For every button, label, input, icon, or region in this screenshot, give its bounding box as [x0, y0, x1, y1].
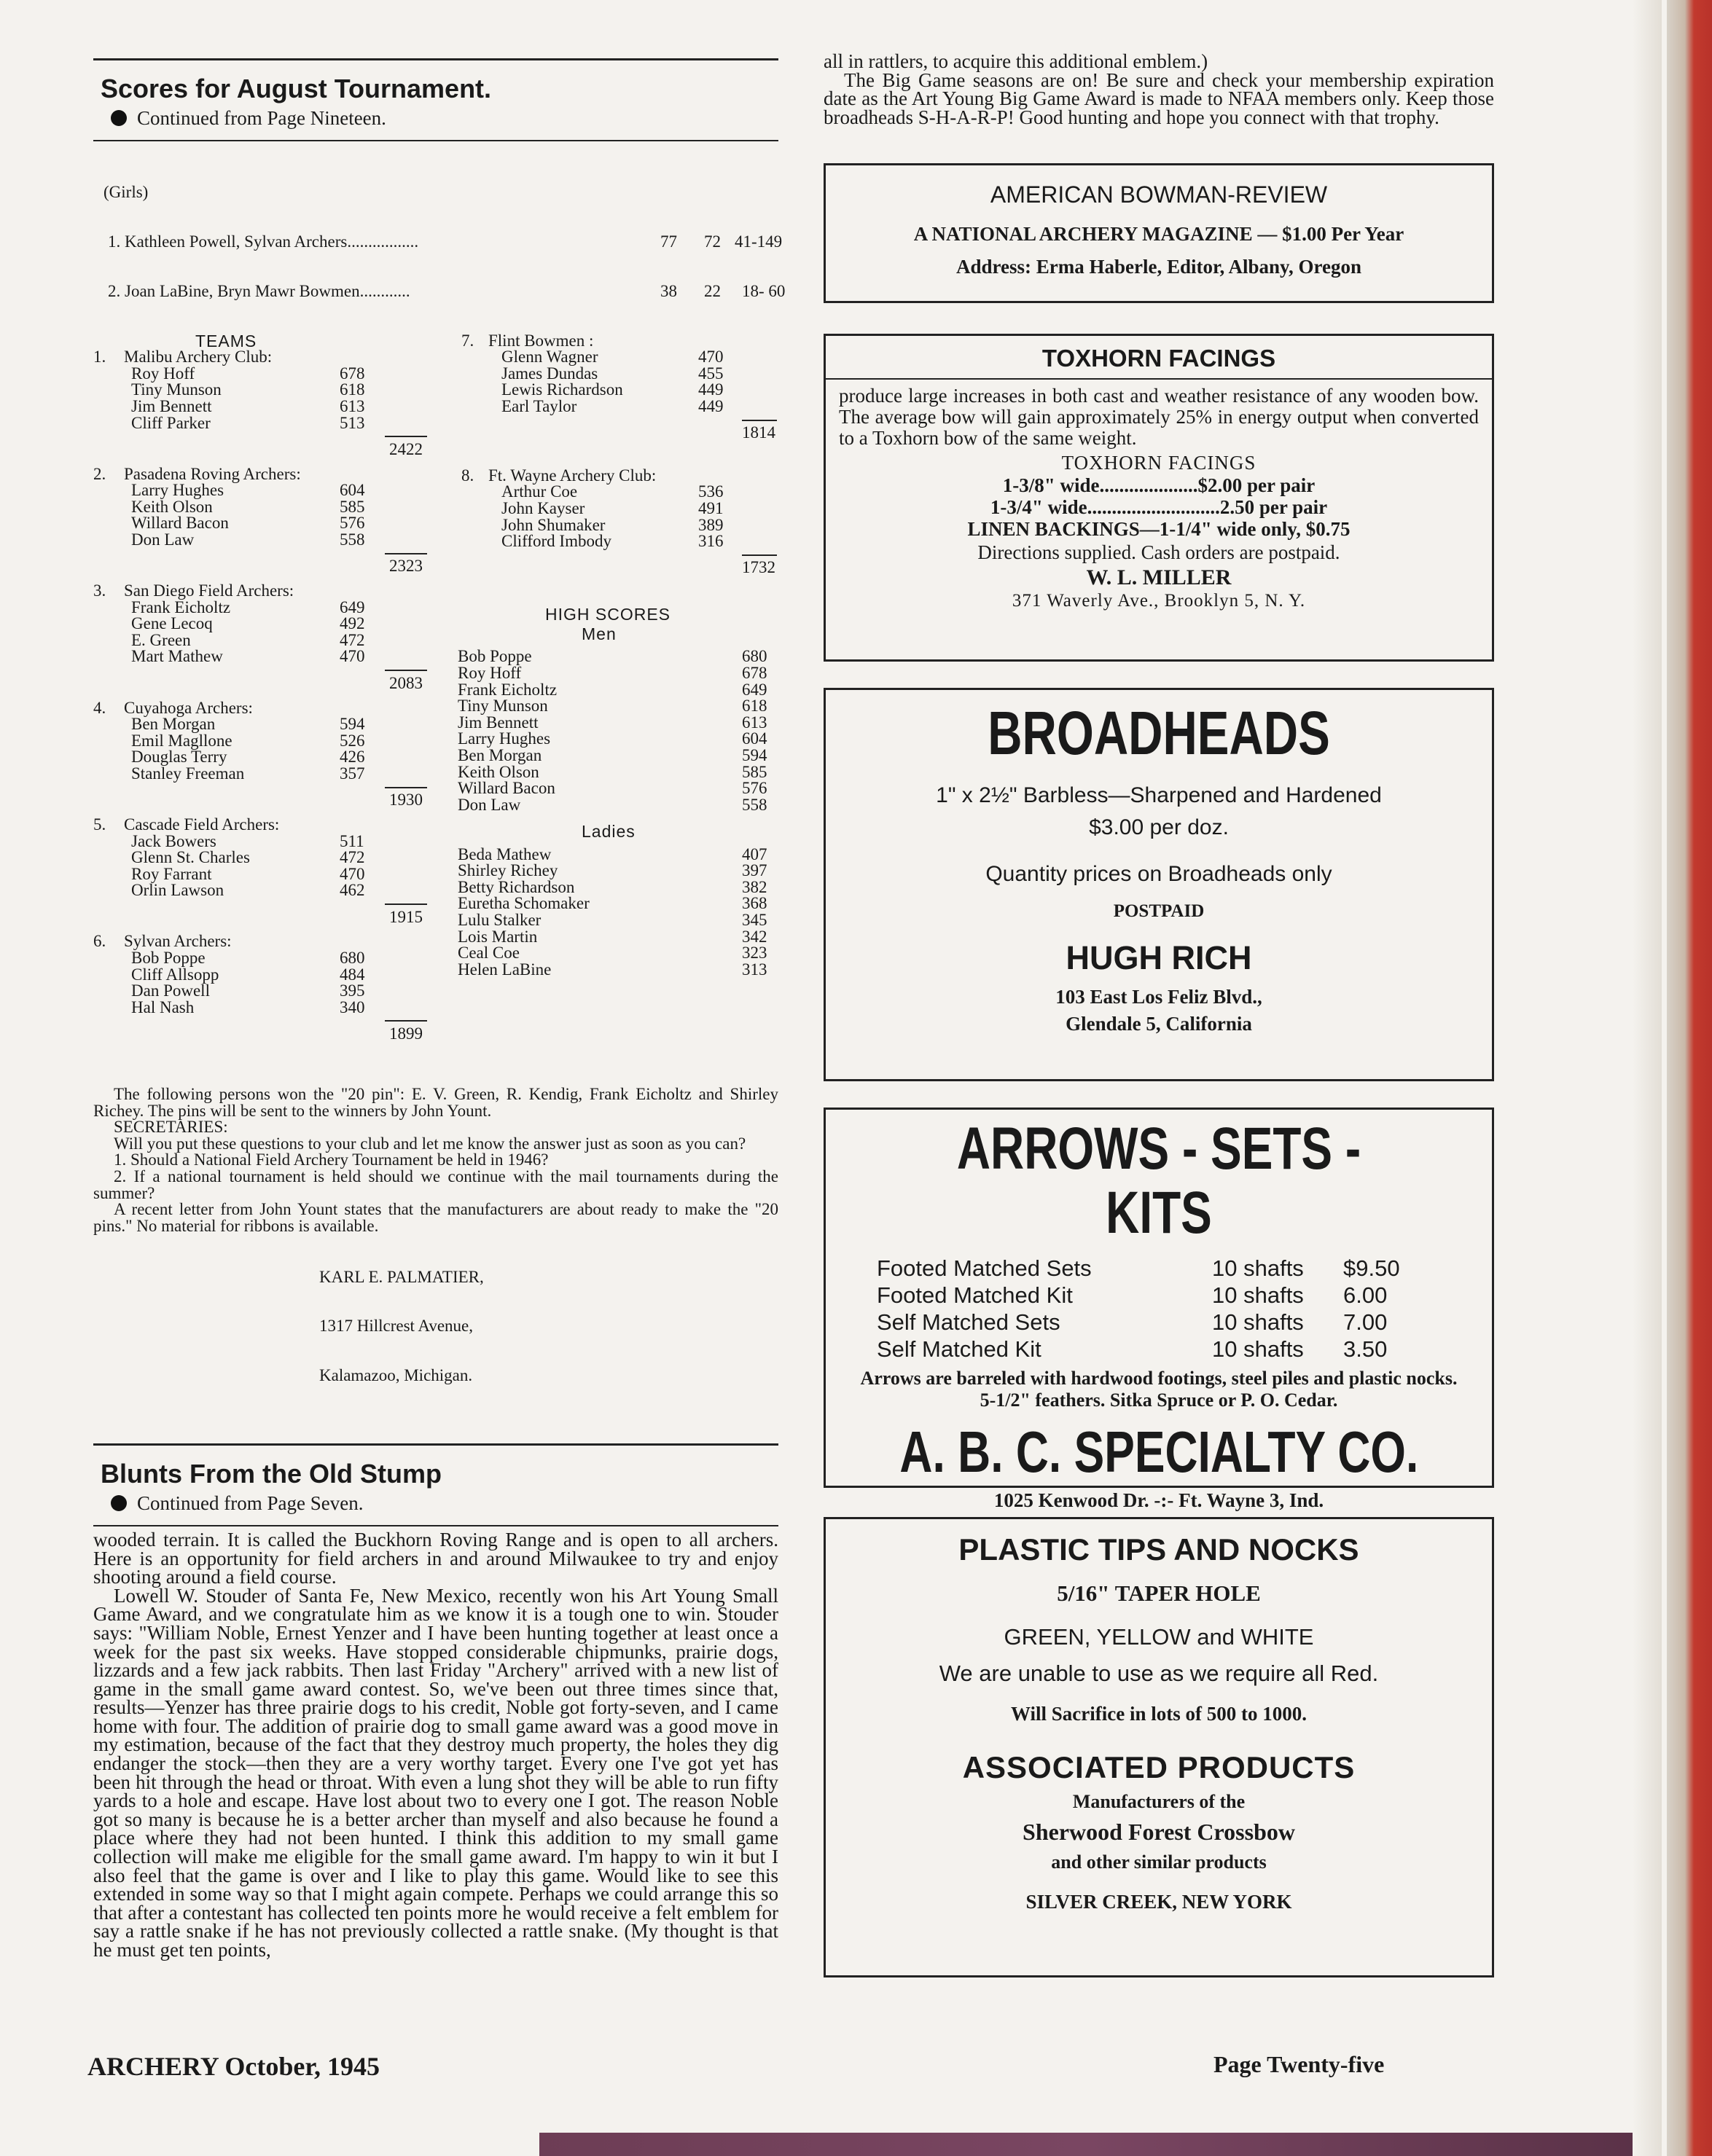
team-member: Orlin Lawson	[131, 881, 224, 900]
ad-name-wrap	[826, 1419, 1492, 1486]
ad-title-wrap	[826, 1117, 1492, 1245]
ad-title: ARROWS - SETS - KITS	[956, 1116, 1361, 1247]
high-score-name: Frank Eicholtz	[458, 680, 558, 699]
note-paragraph: A recent letter from John Yount states that the manufacturers are about ready to make the "20 pins." No material for ribbons is available.	[93, 1200, 778, 1235]
high-score-value: 604	[742, 729, 767, 748]
team-member: James Dundas	[501, 364, 598, 383]
price-line	[839, 496, 1479, 518]
team-club: Flint Bowmen :	[488, 331, 594, 350]
total-rule	[742, 554, 777, 556]
tournament-title: Scores for August Tournament.	[101, 74, 492, 103]
blunts-body	[93, 1528, 778, 1961]
team-member: Cliff Allsopp	[131, 965, 219, 984]
men-label: Men	[582, 624, 617, 643]
team-rank: 8.	[461, 466, 474, 485]
member-score: 576	[340, 514, 365, 533]
ad-line: Address: Erma Haberle, Editor, Albany, Oregon	[955, 256, 1362, 278]
high-score-value: 585	[742, 762, 767, 781]
item-qty: 10 shafts	[1212, 1282, 1304, 1309]
item-name: Footed Matched Kit	[877, 1282, 1073, 1309]
ad-name: A. B. C. SPECIALTY CO.	[899, 1419, 1418, 1485]
right-column	[824, 52, 1494, 1977]
team-rank: 3.	[93, 581, 106, 600]
ad-american-bowman-review	[824, 163, 1494, 303]
high-score-name: Jim Bennett	[458, 713, 539, 732]
bullet-icon	[111, 1495, 127, 1511]
member-score: 449	[698, 396, 724, 415]
divider	[93, 58, 778, 60]
member-score: 340	[340, 997, 365, 1016]
ad-line: GREEN, YELLOW and WHITE	[1004, 1624, 1314, 1650]
item-price: $9.50	[1343, 1255, 1400, 1282]
ad-location: SILVER CREEK, NEW YORK	[1025, 1891, 1292, 1913]
team-member: Bob Poppe	[131, 949, 206, 968]
high-score-name: Larry Hughes	[458, 729, 551, 748]
continued-text: Continued from Page Nineteen.	[137, 107, 386, 129]
high-score-value: 558	[742, 795, 767, 814]
blunts-title: Blunts From the Old Stump	[101, 1458, 442, 1489]
team-member: Ben Morgan	[131, 715, 216, 734]
ad-line: Will Sacrifice in lots of 500 to 1000.	[1011, 1703, 1307, 1725]
ad-line: A NATIONAL ARCHERY MAGAZINE — $1.00 Per Year	[913, 223, 1404, 246]
divider	[93, 1443, 778, 1446]
scores-table	[93, 152, 786, 1083]
girl-total: 41-149	[735, 232, 783, 251]
divider	[93, 1525, 778, 1526]
member-score: 462	[340, 881, 365, 900]
tournament-continued	[111, 107, 778, 130]
team-member: Roy Farrant	[131, 864, 212, 883]
high-score-value: 594	[742, 746, 767, 765]
ad-title-wrap	[826, 700, 1492, 767]
team-member: Earl Taylor	[501, 396, 577, 415]
ad-company: ASSOCIATED PRODUCTS	[962, 1750, 1356, 1785]
ad-product: Sherwood Forest Crossbow	[1023, 1819, 1295, 1846]
high-score-name: Beda Mathew	[458, 844, 552, 863]
member-score: 316	[698, 532, 724, 551]
team-member: Emil Magllone	[131, 731, 232, 750]
total-rule	[385, 553, 427, 554]
team-member: Arthur Coe	[501, 482, 578, 501]
team-member: Cliff Parker	[131, 413, 211, 432]
divider	[826, 378, 1492, 380]
team-club: Cascade Field Archers:	[124, 815, 280, 834]
member-score: 357	[340, 764, 365, 783]
team-total: 1899	[389, 1024, 423, 1043]
member-score: 389	[698, 515, 724, 534]
total-rule	[742, 420, 777, 421]
girl-score: 72	[704, 232, 721, 251]
item-name: Footed Matched Sets	[877, 1255, 1092, 1282]
high-score-name: Keith Olson	[458, 762, 539, 781]
high-score-value: 407	[742, 844, 767, 863]
team-total: 1930	[389, 791, 423, 810]
bullet-icon	[111, 110, 127, 126]
team-member: Keith Olson	[131, 497, 213, 516]
high-score-value: 613	[742, 713, 767, 732]
ad-associated-products	[824, 1517, 1494, 1977]
team-club: Sylvan Archers:	[124, 932, 232, 951]
member-score: 470	[340, 647, 365, 666]
member-score: 613	[340, 396, 365, 415]
high-score-name: Ben Morgan	[458, 746, 542, 765]
paragraph: Lowell W. Stouder of Santa Fe, New Mexico, recently won his Art Young Small Game Award, and we congratulate him as we know it is a tough one to win. Stouder says: "William Noble, Ernest Yenzer and I have been hunting together at least once a week for the past six weeks. Have stopped considerable chipmunks, prairie dogs, lizzards and a few jack rabbits. Then last Friday "Archery" arrived with a new list of game in the small game award contest. So, we've been out three times since that, results—Yenzer has three prairie dogs to his credit, Noble got forty-seven, and I came home with four. The addition of prairie dog to small game award was a good move in my estimation, because of the fact that they destroy much property, the holes they dig endanger the stock—then they are a very worthy target. Every one I've got yet has been hit through the head or throat. With even a lung shot they will be able to run fifty yards to a hole and escape. Have lost about two to every one I got. The reason Noble got so many is because he is a better archer than myself and also because he found a place where they had not been hunted. I think this addition to my small game collection will make me eligible for the small game award. I'm happy to win it but I also feel that the game is over and I like to play this game. Would like to see this extended in some way so that I might again compete. Perhaps we could arrange this so that after a contestant has collected ten points more he would receive a felt emblem for say a rattle snake if he has not previously collected a rattle snake. (My thought is that he must get ten points,	[93, 1584, 778, 1961]
blunts-continuation	[824, 52, 1494, 127]
team-rank: 7.	[461, 331, 474, 350]
member-score: 484	[340, 965, 365, 984]
ad-line: and other similar products	[1051, 1851, 1267, 1873]
divider	[93, 140, 778, 141]
team-total: 1915	[389, 907, 423, 926]
team-member: Douglas Terry	[131, 748, 227, 767]
ad-toxhorn-facings	[824, 334, 1494, 662]
ad-title: PLASTIC TIPS AND NOCKS	[958, 1532, 1359, 1567]
item-name: Self Matched Sets	[877, 1309, 1060, 1336]
signature	[319, 1236, 778, 1417]
girl-entry: 2. Joan LaBine, Bryn Mawr Bowmen............	[108, 281, 410, 300]
high-score-name: Euretha Schomaker	[458, 894, 590, 913]
item-price: 3.50	[1343, 1336, 1388, 1363]
high-score-name: Lulu Stalker	[458, 911, 542, 930]
high-score-name: Roy Hoff	[458, 664, 522, 683]
ad-line: $3.00 per doz.	[1089, 815, 1229, 840]
price-label: 1-3/8" wide....................	[1002, 474, 1198, 497]
tournament-notes	[93, 1086, 778, 1234]
team-club: Ft. Wayne Archery Club:	[488, 466, 657, 485]
high-score-value: 382	[742, 877, 767, 896]
team-member: Roy Hoff	[131, 364, 195, 383]
total-rule	[385, 903, 427, 905]
arrow-price-list	[877, 1255, 1492, 1363]
member-score: 513	[340, 413, 365, 432]
price-value: $2.00 per pair	[1197, 474, 1316, 497]
high-score-name: Willard Bacon	[458, 779, 555, 798]
team-member: Tiny Munson	[131, 380, 222, 399]
high-score-value: 678	[742, 664, 767, 683]
ad-name: W. L. MILLER	[1086, 565, 1232, 590]
page-fold-shadow	[1633, 0, 1662, 2156]
signature-street: 1317 Hillcrest Avenue,	[319, 1317, 473, 1336]
ad-line: POSTPAID	[1113, 901, 1205, 922]
price-line	[839, 474, 1479, 496]
team-member: Mart Mathew	[131, 647, 223, 666]
signature-city: Kalamazoo, Michigan.	[319, 1366, 473, 1385]
member-score: 470	[698, 348, 724, 366]
team-rank: 6.	[93, 932, 106, 951]
team-member: Willard Bacon	[131, 514, 229, 533]
high-score-name: Shirley Richey	[458, 861, 558, 880]
ad-broadheads	[824, 688, 1494, 1081]
team-member: Dan Powell	[131, 981, 210, 1000]
member-score: 585	[340, 497, 365, 516]
teams-label: TEAMS	[195, 331, 257, 350]
total-rule	[385, 436, 427, 437]
total-rule	[385, 670, 427, 671]
ad-body: produce large increases in both cast and weather resistance of any wooden bow. The average bow will gain approximately 25% in energy output when converted to a Toxhorn bow of the same weight.	[839, 385, 1479, 450]
member-score: 649	[340, 597, 365, 616]
ad-address: 371 Waverly Ave., Brooklyn 5, N. Y.	[1012, 591, 1306, 611]
high-score-value: 323	[742, 944, 767, 963]
high-score-name: Betty Richardson	[458, 877, 575, 896]
high-score-value: 397	[742, 861, 767, 880]
continued-text: Continued from Page Seven.	[137, 1491, 364, 1514]
member-score: 455	[698, 364, 724, 383]
member-score: 536	[698, 482, 724, 501]
footer-page-number: Page Twenty-five	[1213, 2051, 1385, 2077]
team-member: Larry Hughes	[131, 481, 224, 500]
team-member: Jack Bowers	[131, 831, 216, 850]
team-member: Hal Nash	[131, 997, 195, 1016]
item-price: 7.00	[1343, 1309, 1388, 1336]
high-score-value: 649	[742, 680, 767, 699]
team-club: Pasadena Roving Archers:	[124, 464, 301, 483]
high-score-name: Lois Martin	[458, 927, 538, 946]
adjacent-page-edge	[1667, 0, 1712, 2156]
member-score: 618	[340, 380, 365, 399]
paragraph: all in rattlers, to acquire this additional emblem.)	[824, 50, 1208, 72]
ad-title: TOXHORN FACINGS	[1041, 345, 1276, 372]
member-score: 492	[340, 614, 365, 633]
team-rank: 2.	[93, 464, 106, 483]
girl-total: 18- 60	[742, 281, 786, 300]
item-name: Self Matched Kit	[877, 1336, 1041, 1363]
ad-line: Directions supplied. Cash orders are postpaid.	[977, 541, 1340, 564]
item-qty: 10 shafts	[1212, 1309, 1304, 1336]
high-score-value: 313	[742, 960, 767, 979]
ad-subtitle: TOXHORN FACINGS	[1061, 452, 1256, 474]
total-rule	[385, 1020, 427, 1022]
member-score: 491	[698, 499, 724, 518]
team-member: Jim Bennett	[131, 396, 212, 415]
team-member: Don Law	[131, 530, 195, 549]
binding-strip	[539, 2133, 1633, 2156]
team-member: John Shumaker	[501, 515, 606, 534]
girl-entry: 1. Kathleen Powell, Sylvan Archers.................	[108, 232, 419, 251]
team-rank: 5.	[93, 815, 106, 834]
team-member: Lewis Richardson	[501, 380, 623, 399]
team-member: John Kayser	[501, 499, 585, 518]
total-rule	[385, 787, 427, 788]
ad-address: 1025 Kenwood Dr. -:- Ft. Wayne 3, Ind.	[993, 1489, 1324, 1512]
high-score-value: 345	[742, 911, 767, 930]
member-score: 558	[340, 530, 365, 549]
high-score-name: Bob Poppe	[458, 647, 532, 666]
note-paragraph: The following persons won the "20 pin": E. V. Green, R. Kendig, Frank Eicholtz and Shirley Richey. The pins will be sent to the winners by John Yount.	[93, 1085, 778, 1120]
member-score: 472	[340, 848, 365, 867]
ad-abc-specialty	[824, 1108, 1494, 1512]
footer-magazine: ARCHERY October, 1945	[87, 2052, 380, 2081]
high-score-value: 680	[742, 647, 767, 666]
team-member: Frank Eicholtz	[131, 597, 231, 616]
girl-score: 38	[660, 281, 677, 300]
item-price: 6.00	[1343, 1282, 1388, 1309]
left-column	[93, 58, 786, 1961]
high-score-name: Don Law	[458, 795, 521, 814]
team-member: Stanley Freeman	[131, 764, 245, 783]
high-score-value: 368	[742, 894, 767, 913]
member-score: 472	[340, 630, 365, 649]
team-member: Glenn Wagner	[501, 348, 598, 366]
team-total: 2083	[389, 673, 423, 692]
team-club: San Diego Field Archers:	[124, 581, 294, 600]
team-total: 2323	[389, 557, 423, 576]
ad-address: Glendale 5, California	[1066, 1013, 1252, 1035]
price-label: 1-3/4" wide...........................	[990, 496, 1220, 519]
high-scores-label: HIGH SCORES	[545, 604, 671, 624]
high-score-name: Ceal Coe	[458, 944, 520, 963]
note-paragraph: 2. If a national tournament is held should we continue with the mail tournaments during the summer?	[93, 1167, 778, 1202]
note-paragraph: Will you put these questions to your club and let me know the answer just as soon as you can?	[114, 1134, 746, 1153]
ad-address: 103 East Los Feliz Blvd.,	[1055, 986, 1262, 1008]
blunts-continued	[111, 1492, 778, 1515]
member-score: 470	[340, 864, 365, 883]
ad-title: BROADHEADS	[988, 699, 1330, 768]
item-qty: 10 shafts	[1212, 1255, 1304, 1282]
ad-name: HUGH RICH	[1066, 939, 1252, 977]
team-member: Gene Lecoq	[131, 614, 213, 633]
ad-line: LINEN BACKINGS—1-1/4" wide only, $0.75	[967, 518, 1351, 541]
item-qty: 10 shafts	[1212, 1336, 1304, 1363]
member-score: 680	[340, 949, 365, 968]
member-score: 426	[340, 748, 365, 767]
ladies-label: Ladies	[582, 822, 636, 841]
member-score: 604	[340, 481, 365, 500]
paragraph: The Big Game seasons are on! Be sure and check your membership expiration date as the Art Young Big Game Award is made to NFAA members only. Keep those broadheads S-H-A-R-P! Good hunting and hope you connect with that trophy.	[824, 68, 1494, 128]
member-score: 511	[340, 831, 364, 850]
team-rank: 1.	[93, 348, 106, 366]
paragraph: wooded terrain. It is called the Buckhorn Roving Range and is open to all archers. Here is an opportunity for field archers in and around Milwaukee to try and enjoy shooting around a field course.	[93, 1528, 778, 1588]
high-score-value: 342	[742, 927, 767, 946]
ad-line: Quantity prices on Broadheads only	[985, 862, 1332, 887]
ad-line: 1" x 2½" Barbless—Sharpened and Hardened	[936, 783, 1382, 808]
ad-line: Manufacturers of the	[1072, 1791, 1246, 1813]
girl-score: 77	[660, 232, 677, 251]
member-score: 395	[340, 981, 365, 1000]
team-club: Cuyahoga Archers:	[124, 698, 253, 717]
team-member: Glenn St. Charles	[131, 848, 250, 867]
ad-line: We are unable to use as we require all Red.	[939, 1661, 1379, 1687]
secretaries-heading: SECRETARIES:	[114, 1118, 228, 1137]
girl-score: 22	[704, 281, 721, 300]
member-score: 678	[340, 364, 365, 383]
team-total: 1732	[742, 558, 775, 577]
team-member: E. Green	[131, 630, 191, 649]
ad-line: 5/16" TAPER HOLE	[1057, 1580, 1261, 1607]
high-score-value: 576	[742, 779, 767, 798]
high-score-name: Tiny Munson	[458, 697, 548, 716]
member-score: 594	[340, 715, 365, 734]
high-score-value: 618	[742, 697, 767, 716]
ad-body: Arrows are barreled with hardwood footings, steel piles and plastic nocks. 5-1/2" feathers. Sitka Spruce or P. O. Cedar.	[860, 1368, 1458, 1411]
team-club: Malibu Archery Club:	[124, 348, 273, 366]
team-member: Clifford Imbody	[501, 532, 611, 551]
member-score: 526	[340, 731, 365, 750]
note-paragraph: 1. Should a National Field Archery Tournament be held in 1946?	[114, 1150, 549, 1169]
team-total: 2422	[389, 439, 423, 458]
member-score: 449	[698, 380, 724, 399]
team-total: 1814	[742, 423, 775, 442]
ad-title: AMERICAN BOWMAN-REVIEW	[990, 181, 1328, 208]
high-score-name: Helen LaBine	[458, 960, 552, 979]
team-rank: 4.	[93, 698, 106, 717]
signature-name: KARL E. PALMATIER,	[319, 1267, 484, 1286]
girls-label: (Girls)	[103, 183, 149, 202]
price-value: 2.50 per pair	[1219, 496, 1328, 519]
